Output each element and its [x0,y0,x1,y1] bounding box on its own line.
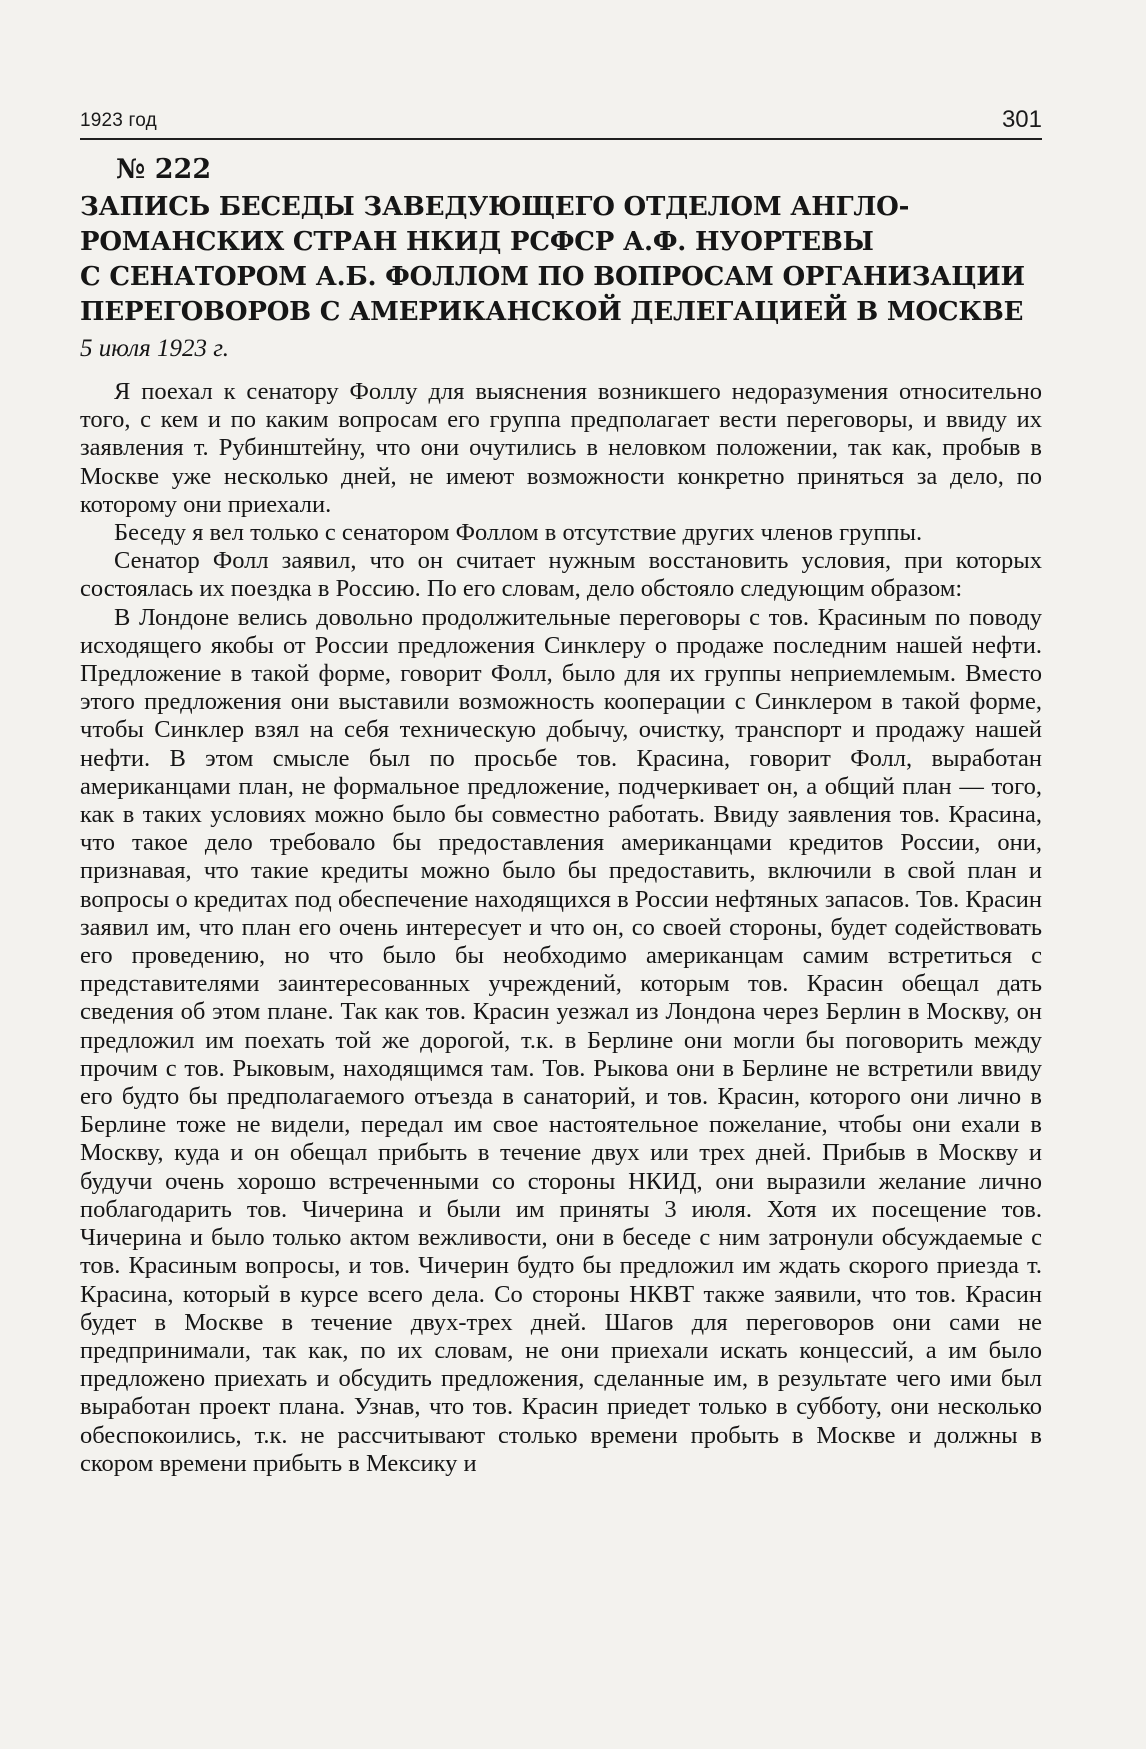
paragraph: В Лондоне велись довольно продолжительные переговоры с тов. Красиным по поводу исходящего якобы от России предложения Синклеру о продаже последним нашей нефти. Предложение в такой форме, говорит Фолл, было для их группы неприемлемым. Вместо этого предложения они выставили возможность кооперации с Синклером в такой форме, чтобы Синклер взял на себя техническую добычу, очистку, транспорт и продажу нашей нефти. В этом смысле был по просьбе тов. Красина, говорит Фолл, выработан американцами план, не формальное предложение, подчеркивает он, а общий план — того, как в таких условиях можно было бы совместно работать. Ввиду заявления тов. Красина, что такое дело требовало бы предоставления американцами кредитов России, они, признавая, что такие кредиты можно было бы предоставить, включили в свой план и вопросы о кредитах под обеспечение находящихся в России нефтяных запасов. Тов. Красин заявил им, что план его очень интересует и что он, со своей стороны, будет содействовать его проведению, но что было бы необходимо американцам самим встретиться с представителями заинтересованных учреждений, которым тов. Красин обещал дать сведения об этом плане. Так как тов. Красин уезжал из Лондона через Берлин в Москву, он предложил им поехать той же дорогой, т.к. в Берлине они могли бы поговорить между прочим с тов. Рыковым, находящимся там. Тов. Рыкова они в Берлине не встретили ввиду его будто бы предполагаемого отъезда в санаторий, и тов. Красин, которого они лично в Берлине тоже не видели, передал им свое настоятельное пожелание, чтобы они ехали в Москву, куда и он обещал прибыть в течение двух или трех дней. Прибыв в Москву и будучи очень хорошо встреченными со стороны НКИД, они выразили желание лично поблагодарить тов. Чичерина и были им приняты 3 июля. Хотя их посещение тов. Чичерина и было только актом вежливости, они в беседе с ним затронули обсуждаемые с тов. Красиным вопросы, и тов. Чичерин будто бы предложил им ждать скорого приезда т. Красина, который в курсе всего дела. Со стороны НКВТ также заявили, что тов. Красин будет в Москве в течение двух-трех дней. Шагов для переговоров они сами не предпринимали, так как, по их словам, не они приехали искать концессий, а им было предложено приехать и обсудить предложения, сделанные им, в результате чего ими был выработан проект плана. Узнав, что тов. Красин приедет только в субботу, они несколько обеспокоились, т.к. не рассчитывают столько времени пробыть в Москве и должны в скором времени прибыть в Мексику и [80,603,1042,1477]
document-title-line: РОМАНСКИХ СТРАН НКИД РСФСР А.Ф. НУОРТЕВЫ [80,227,874,257]
document-title [80,190,1042,330]
document-date: 5 июля 1923 г. [80,335,229,362]
paragraph: Я поехал к сенатору Фоллу для выяснения возникшего недоразумения относительно того, с кем и по каким вопросам его группа предполагает вести переговоры, и ввиду их заявления т. Рубинштейну, что они очутились в неловком положении, так как, пробыв в Москве уже несколько дней, не имеют возможности конкретно приняться за дело, по которому они приехали. [80,378,1042,518]
running-header-year: 1923 год [80,110,157,131]
paragraph: Беседу я вел только с сенатором Фоллом в отсутствие других членов группы. [114,519,923,547]
document-title-line: ЗАПИСЬ БЕСЕДЫ ЗАВЕДУЮЩЕГО ОТДЕЛОМ АНГЛО- [80,192,910,222]
document-title-line: С СЕНАТОРОМ А.Б. ФОЛЛОМ ПО ВОПРОСАМ ОРГАНИЗАЦИИ [80,262,1025,292]
document-body [80,153,1042,1478]
document-number: № 222 [116,154,212,185]
document-title-line: ПЕРЕГОВОРОВ С АМЕРИКАНСКОЙ ДЕЛЕГАЦИЕЙ В МОСКВЕ [80,297,1024,327]
document-text [80,378,1042,1478]
running-header [80,108,1042,140]
paragraph: Сенатор Фолл заявил, что он считает нужным восстановить условия, при которых состоялась их поездка в Россию. По его словам, дело обстояло следующим образом: [80,547,1042,603]
page-number: 301 [1001,106,1042,133]
